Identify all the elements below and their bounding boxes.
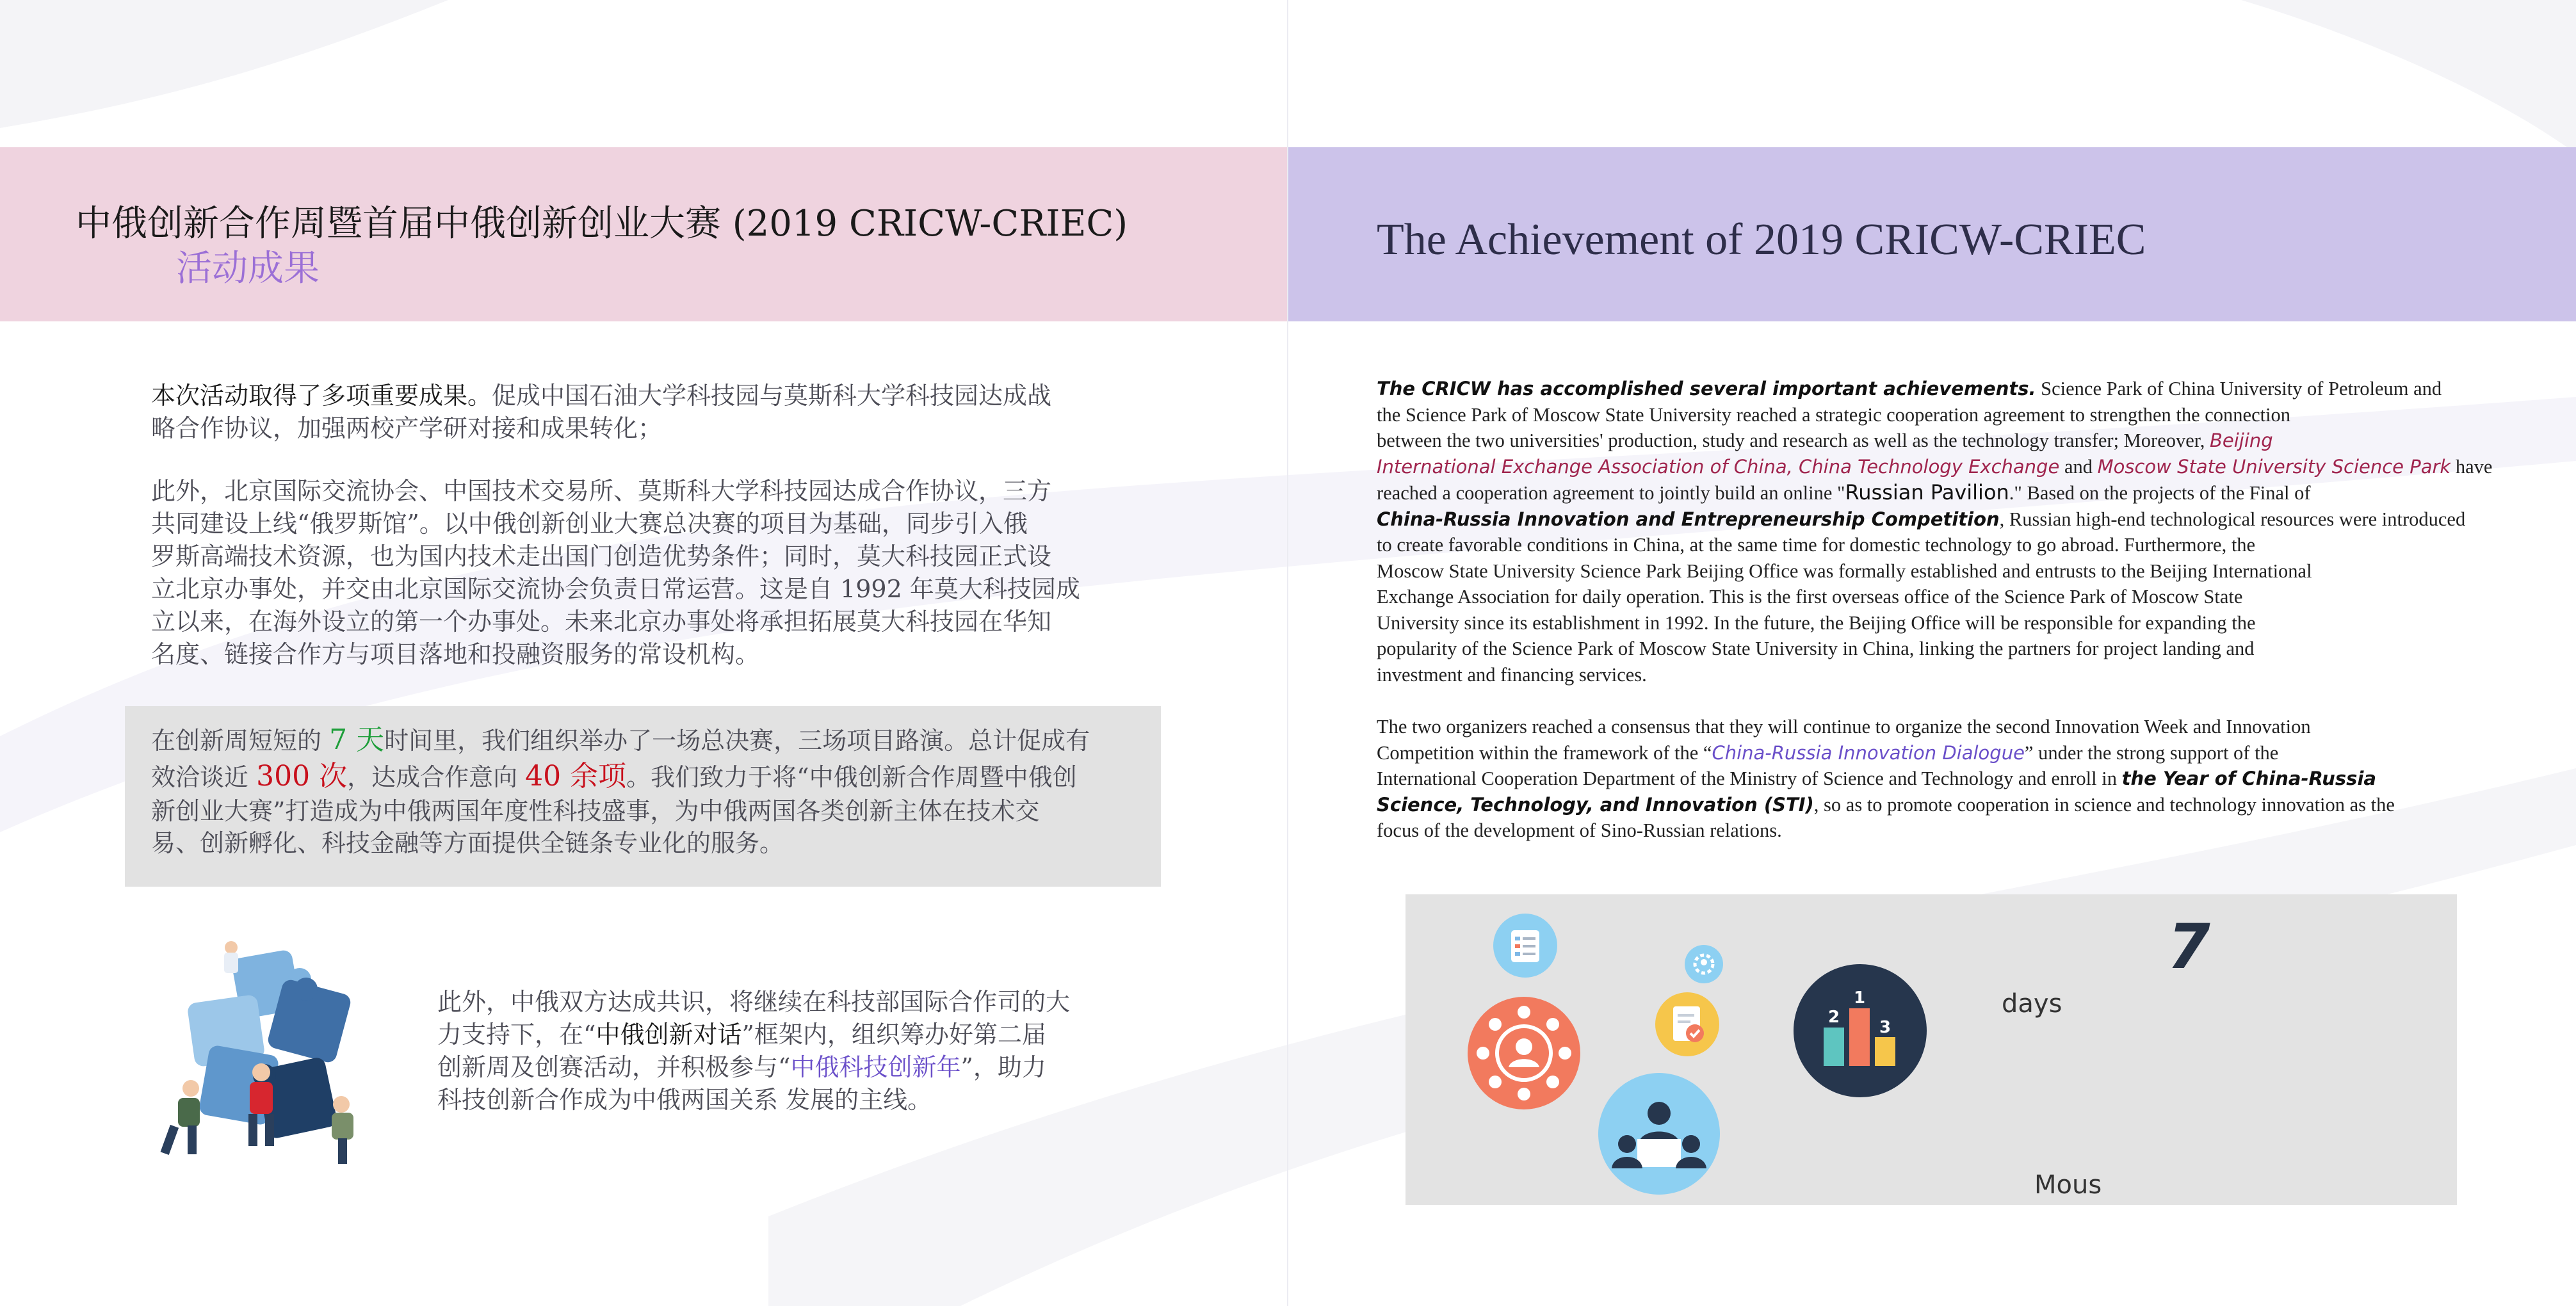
document-check-icon — [1654, 991, 1721, 1058]
bottom-label: Mous — [2034, 1170, 2102, 1200]
paragraph-line: focus of the development of Sino-Russian relations. — [1377, 819, 1782, 841]
paragraph-line: The two organizers reached a consensus that they will continue to organize the second Innovation Week and Innovation — [1377, 716, 2311, 738]
left-page-title: 中俄创新合作周暨首届中俄创新创业大赛 (2019 CRICW-CRIEC) — [76, 203, 1128, 245]
box-text: 。我们致力于将“中俄创新合作周暨中俄创 — [626, 763, 1077, 791]
right-page-title: The Achievement of 2019 CRICW-CRIEC — [1377, 215, 2146, 264]
paragraph-text: between the two universities' production, study and research as well as the technology transfer; Moreover, — [1377, 430, 2210, 451]
right-paragraph-1 — [1377, 376, 2542, 688]
network-people-icon — [1466, 996, 1582, 1111]
paragraph-text: Science Park of China University of Petroleum and — [2036, 378, 2442, 399]
box-text: 效洽谈近 — [151, 763, 257, 791]
left-paragraph-4 — [437, 986, 1154, 1117]
year-name: the Year of China-Russia — [2121, 768, 2376, 789]
paragraph-text: 促成中国石油大学科技园与莫斯科大学科技园达成战 — [492, 382, 1052, 410]
box-text: ，达成合作意向 — [347, 763, 526, 791]
paragraph-lead: The CRICW has accomplished several important achievements. — [1377, 378, 2036, 399]
dialogue-highlight: 中俄创新对话 — [595, 1020, 742, 1049]
paragraph-text: 略合作协议，加强两校产学研对接和成果转化； — [151, 414, 663, 442]
stat-talks: 300 次 — [256, 760, 348, 793]
stat-unit: days — [2002, 989, 2062, 1019]
gear-user-icon — [1684, 944, 1724, 984]
rank-label-3: 3 — [1879, 1018, 1891, 1037]
meeting-people-icon — [1598, 1072, 1721, 1195]
paragraph-text: , — [1786, 455, 1799, 478]
paragraph-line: 罗斯高端技术资源，也为国内技术走出国门创造优势条件；同时，莫大科技园正式设 — [151, 542, 1052, 570]
paragraph-text: 力支持下，在“ — [437, 1020, 596, 1049]
paragraph-text: , Russian high-end technological resources were introduced — [1999, 508, 2466, 530]
paragraph-text: ”，助力 — [960, 1053, 1046, 1081]
paragraph-lead: 本次活动取得了多项重要成果。 — [151, 382, 492, 410]
left-page-subtitle: 活动成果 — [176, 248, 320, 289]
paragraph-text: and — [2059, 455, 2098, 478]
org-name: Beijing — [2209, 430, 2273, 451]
bar-chart-podium-icon — [1793, 963, 1927, 1098]
paragraph-line: 此外，中俄双方达成共识，将继续在科技部国际合作司的大 — [437, 988, 1071, 1016]
checklist-icon — [1492, 912, 1559, 979]
paragraph-line: 科技创新合作成为中俄两国关系 发展的主线。 — [437, 1086, 932, 1114]
box-text: 时间里，我们组织举办了一场总决赛，三场项目路演。总计促成有 — [384, 727, 1090, 755]
rank-label-1: 1 — [1853, 988, 1866, 1008]
paragraph-line: Exchange Association for daily operation. This is the first overseas office of the Science Park of Moscow State — [1377, 586, 2243, 608]
paragraph-line: 此外，北京国际交流协会、中国技术交易所、莫斯科大学科技园达成合作协议，三方 — [151, 477, 1052, 505]
innovation-year-highlight: 中俄科技创新年 — [790, 1053, 961, 1081]
paragraph-text: have — [2450, 455, 2493, 478]
left-paragraph-1 — [151, 380, 1150, 445]
paragraph-text: reached a cooperation agreement to jointly build an online " — [1377, 482, 1845, 504]
paragraph-text: , so as to promote cooperation in science and technology innovation as the — [1813, 793, 2395, 816]
paragraph-text: ." Based on the projects of the Final of — [2009, 482, 2311, 504]
rank-label-2: 2 — [1827, 1008, 1840, 1027]
dialogue-name: China-Russia Innovation Dialogue — [1712, 741, 2025, 764]
box-text: 易、创新孵化、科技金融等方面提供全链条专业化的服务。 — [151, 829, 784, 857]
box-text: 在创新周短短的 — [151, 727, 330, 755]
paragraph-text: 创新周及创赛活动，并积极参与“ — [437, 1053, 791, 1081]
paragraph-line: University since its establishment in 1992. In the future, the Beijing Office will be responsible for expanding the — [1377, 611, 2256, 634]
highlight-box-text — [151, 722, 1156, 859]
org-name: Moscow State University Science Park — [2097, 455, 2451, 478]
left-paragraph-2 — [151, 475, 1176, 671]
paragraph-line: to create favorable conditions in China, at the same time for domestic technology to go abroad. Furthermore, the — [1377, 534, 2256, 556]
stat-deals: 40 余项 — [525, 760, 627, 793]
stat-days: 7 天 — [329, 723, 385, 756]
paragraph-line: 共同建设上线“俄罗斯馆”。以中俄创新创业大赛总决赛的项目为基础，同步引入俄 — [151, 510, 1028, 538]
pavilion-name: Russian Pavilion — [1845, 480, 2009, 504]
paragraph-text: ”框架内，组织筹办好第二届 — [741, 1020, 1046, 1049]
paragraph-line: Moscow State University Science Park Beijing Office was formally established and entrusts to the Beijing International — [1377, 560, 2312, 582]
stat-number: 7 — [2167, 911, 2210, 983]
org-name: International Exchange Association of China — [1377, 455, 1787, 478]
puzzle-team-illustration — [152, 941, 393, 1168]
year-name: Science, Technology, and Innovation (STI) — [1377, 793, 1814, 816]
paragraph-text: ” under the strong support of the — [2024, 741, 2279, 764]
right-paragraph-2 — [1377, 714, 2542, 844]
paragraph-line: 立北京办事处，并交由北京国际交流协会负责日常运营。这是自 1992 年莫大科技园成 — [151, 575, 1080, 603]
competition-name: China-Russia Innovation and Entrepreneurship Competition — [1377, 508, 2000, 530]
paragraph-line: popularity of the Science Park of Moscow State University in China, linking the partners for project landing and — [1377, 638, 2255, 659]
box-text: 新创业大赛”打造成为中俄两国年度性科技盛事，为中俄两国各类创新主体在技术交 — [151, 797, 1040, 825]
org-name: China Technology Exchange — [1799, 455, 2060, 478]
paragraph-text: International Cooperation Department of the Ministry of Science and Technology and enroll in — [1377, 768, 2122, 789]
paragraph-line: 立以来，在海外设立的第一个办事处。未来北京办事处将承担拓展莫大科技园在华知 — [151, 608, 1052, 636]
paragraph-line: the Science Park of Moscow State University reached a strategic cooperation agreement to strengthen the connection — [1377, 403, 2291, 426]
paragraph-text: Competition within the framework of the “ — [1377, 741, 1712, 764]
paragraph-line: 名度、链接合作方与项目落地和投融资服务的常设机构。 — [151, 640, 760, 668]
paragraph-line: investment and financing services. — [1377, 663, 1647, 686]
